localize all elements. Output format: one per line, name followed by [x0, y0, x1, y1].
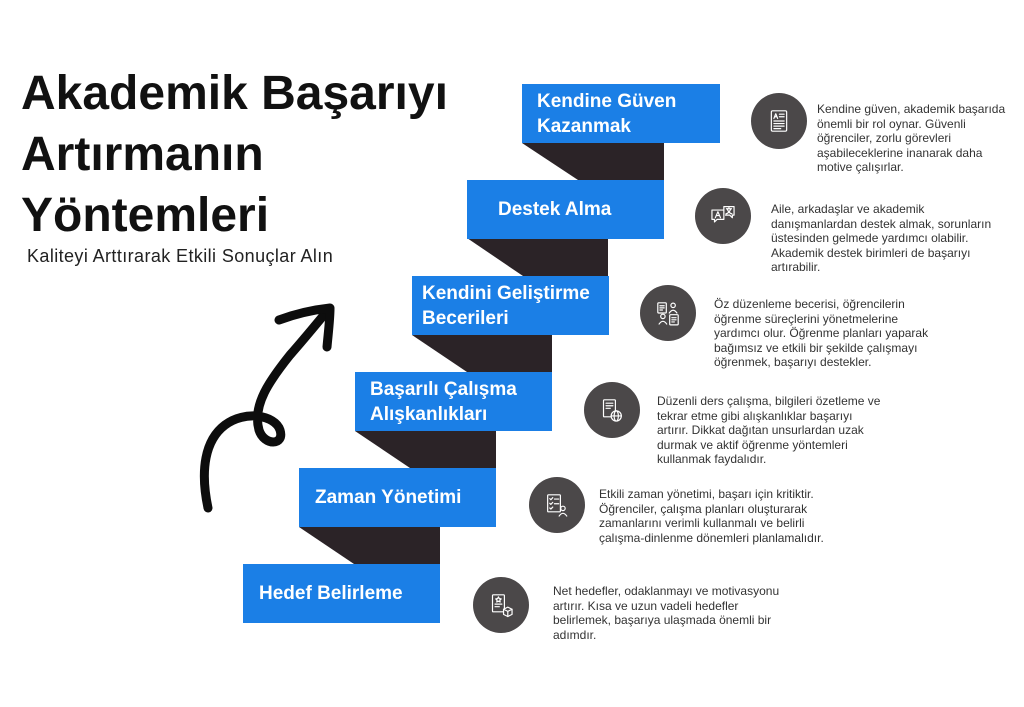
description-line: Öz düzenleme becerisi, öğrencilerin: [714, 297, 905, 311]
people-documents-icon: [640, 285, 696, 341]
step-box-kendine-guven-kazanmak: [522, 84, 720, 143]
step-description-zaman-yonetimi: [599, 487, 824, 545]
step-description-kendini-gelistirme: [714, 297, 928, 370]
stair-riser: [299, 527, 440, 564]
description-line: çalışma-dinlenme dönemleri planlamalıdır.: [599, 530, 824, 545]
step-label: Başarılı Çalışma Alışkanlıkları: [370, 378, 517, 425]
step-label: Kendini Geliştirme Becerileri: [422, 282, 590, 329]
description-line: aşabileceklerine inanarak daha: [817, 145, 983, 160]
description-line: belirlemek, başarıya ulaşmada önemli bir: [553, 613, 772, 628]
description-line: kullanmak faydalıdır.: [657, 452, 767, 467]
translate-icon: [695, 188, 751, 244]
step-description-destek-alma: [771, 202, 991, 275]
step-description-hedef-belirleme: [553, 584, 779, 642]
stair-riser: [522, 143, 664, 180]
document-box-icon: [473, 577, 529, 633]
description-line: öğrenciler, zorlu görevleri: [817, 131, 952, 146]
step-label: Hedef Belirleme: [259, 583, 403, 604]
description-line: bağımsız ve etkili bir şekilde çalışmayı: [714, 340, 918, 355]
description-line: motive çalışırlar.: [817, 160, 904, 175]
stair-riser: [412, 335, 552, 372]
step-box-destek-alma: [467, 180, 664, 239]
step-label: Destek Alma: [498, 199, 612, 220]
description-line: önemli bir rol oynar. Güvenli: [817, 116, 966, 131]
step-label: Zaman Yönetimi: [315, 487, 462, 508]
description-line: Düzenli ders çalışma, bilgileri özetleme ve: [657, 394, 881, 408]
step-label: Kendine Güven Kazanmak: [537, 90, 677, 137]
description-line: yardımcı olur. Öğrenme planları yaparak: [714, 326, 929, 341]
description-line: artırır. Dikkat dağıtan unsurlardan uzak: [657, 423, 864, 438]
description-line: zamanlarını verimli kullanmalı ve belirli: [599, 516, 805, 531]
document-globe-icon: [584, 382, 640, 438]
step-box-hedef-belirleme: [243, 564, 440, 623]
description-line: danışmanlardan destek almak, sorunların: [771, 216, 992, 231]
description-line: öğrenmek, başarıyı destekler.: [714, 355, 872, 370]
step-description-calisma-aliskanliklari: [657, 394, 880, 467]
description-line: Etkili zaman yönetimi, başarı için kritiktir.: [599, 487, 814, 501]
page-subtitle: Kaliteyi Arttırarak Etkili Sonuçlar Alın: [27, 246, 334, 266]
page-title: Akademik Başarıyı Artırmanın Yöntemleri: [21, 67, 448, 242]
description-line: Akademik destek birimleri de başarıyı: [771, 245, 971, 260]
step-box-kendini-gelistirme-becerileri: [412, 276, 609, 335]
description-line: tekrar etme gibi alışkanlıklar başarıyı: [657, 408, 853, 423]
description-line: adımdır.: [553, 627, 597, 642]
step-box-basarili-calisma-aliskanliklari: [355, 372, 552, 431]
description-line: Öğrenciler, çalışma planları oluşturarak: [599, 501, 808, 516]
stair-riser: [355, 431, 496, 468]
description-line: Net hedefler, odaklanmayı ve motivasyonu: [553, 584, 780, 598]
description-line: üstesinden gelmede yardımcı olabilir.: [771, 231, 969, 246]
description-line: Kendine güven, akademik başarıda: [817, 102, 1006, 116]
description-line: artırır. Kısa ve uzun vadeli hedefler: [553, 598, 739, 613]
description-line: Aile, arkadaşlar ve akademik: [771, 202, 925, 216]
step-description-kendine-guven: [817, 102, 1005, 175]
description-line: öğrenme süreçlerini yönetmelerine: [714, 311, 899, 326]
description-line: durmak ve aktif öğrenme yöntemleri: [657, 437, 848, 452]
description-line: artırabilir.: [771, 260, 821, 275]
checklist-person-icon: [529, 477, 585, 533]
document-text-icon: [751, 93, 807, 149]
step-box-zaman-yonetimi: [299, 468, 496, 527]
